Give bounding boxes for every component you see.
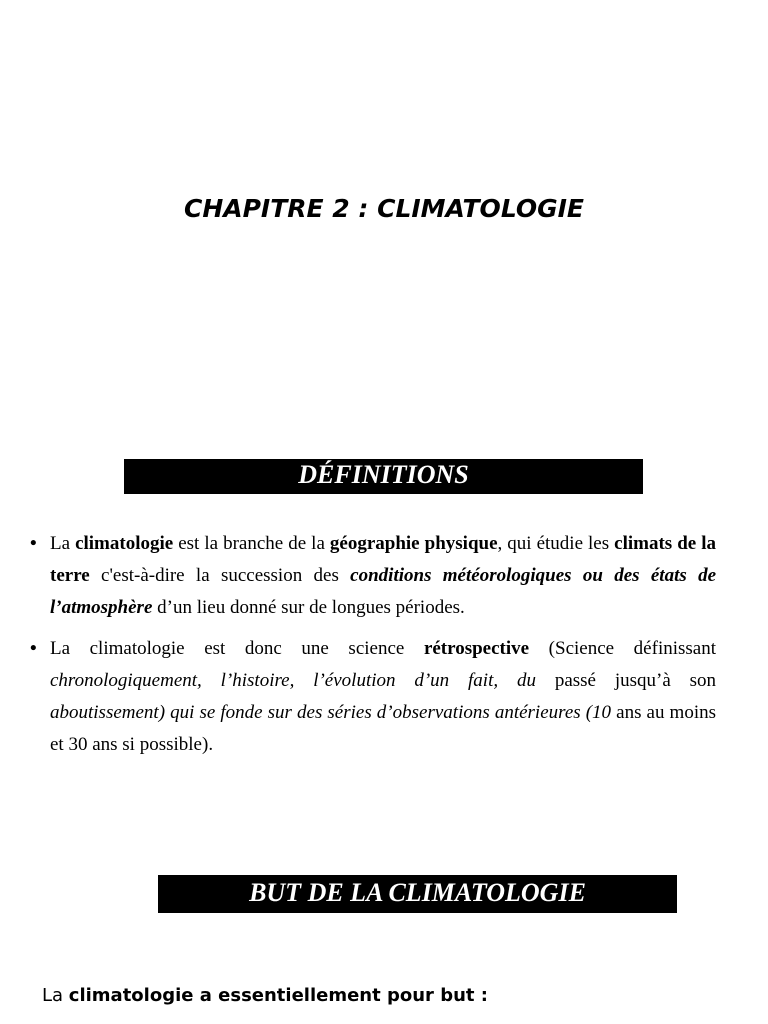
- text-run: ans au moins et 30 ans si possible).: [50, 702, 716, 755]
- chapter-title: CHAPITRE 2 : CLIMATOLOGIE: [183, 194, 585, 223]
- text-run: est la branche de la: [173, 533, 330, 554]
- but-heading: BUT DE LA CLIMATOLOGIE: [158, 875, 677, 913]
- italic-run: chronologiquement, l’histoire, l’évolution d’un fait, du: [50, 670, 536, 691]
- bold-term: climatologie: [75, 533, 174, 554]
- bold-term: rétrospective: [423, 638, 530, 659]
- text-run: , qui étudie les: [497, 533, 615, 554]
- list-item: [30, 528, 716, 624]
- list-item: [30, 633, 716, 761]
- text-run: La climatologie est donc une science: [50, 638, 424, 659]
- bullet-icon: •: [30, 638, 37, 659]
- text-run: La: [50, 533, 76, 554]
- text-run: c'est-à-dire la succession des: [89, 565, 351, 586]
- but-intro: [42, 985, 488, 1006]
- italic-run: aboutissement) qui se fonde sur des séries d’observations antérieures (10: [50, 702, 612, 723]
- bullet-icon: •: [30, 533, 37, 554]
- definitions-list: [30, 528, 716, 770]
- text-run: d’un lieu donné sur de longues périodes.: [152, 597, 465, 618]
- bold-italic-term: conditions météorologiques ou des états de l’atmosphère: [50, 565, 717, 618]
- bold-term: géographie physique: [329, 533, 498, 554]
- bold-term: climats de la terre: [50, 533, 717, 586]
- definitions-heading: DÉFINITIONS: [124, 459, 643, 494]
- text-run: (Science définissant: [529, 638, 716, 659]
- text-run: passé jusqu’à son: [535, 670, 716, 691]
- text-run: La: [42, 985, 69, 1006]
- bold-term: climatologie a essentiellement pour but :: [68, 985, 488, 1006]
